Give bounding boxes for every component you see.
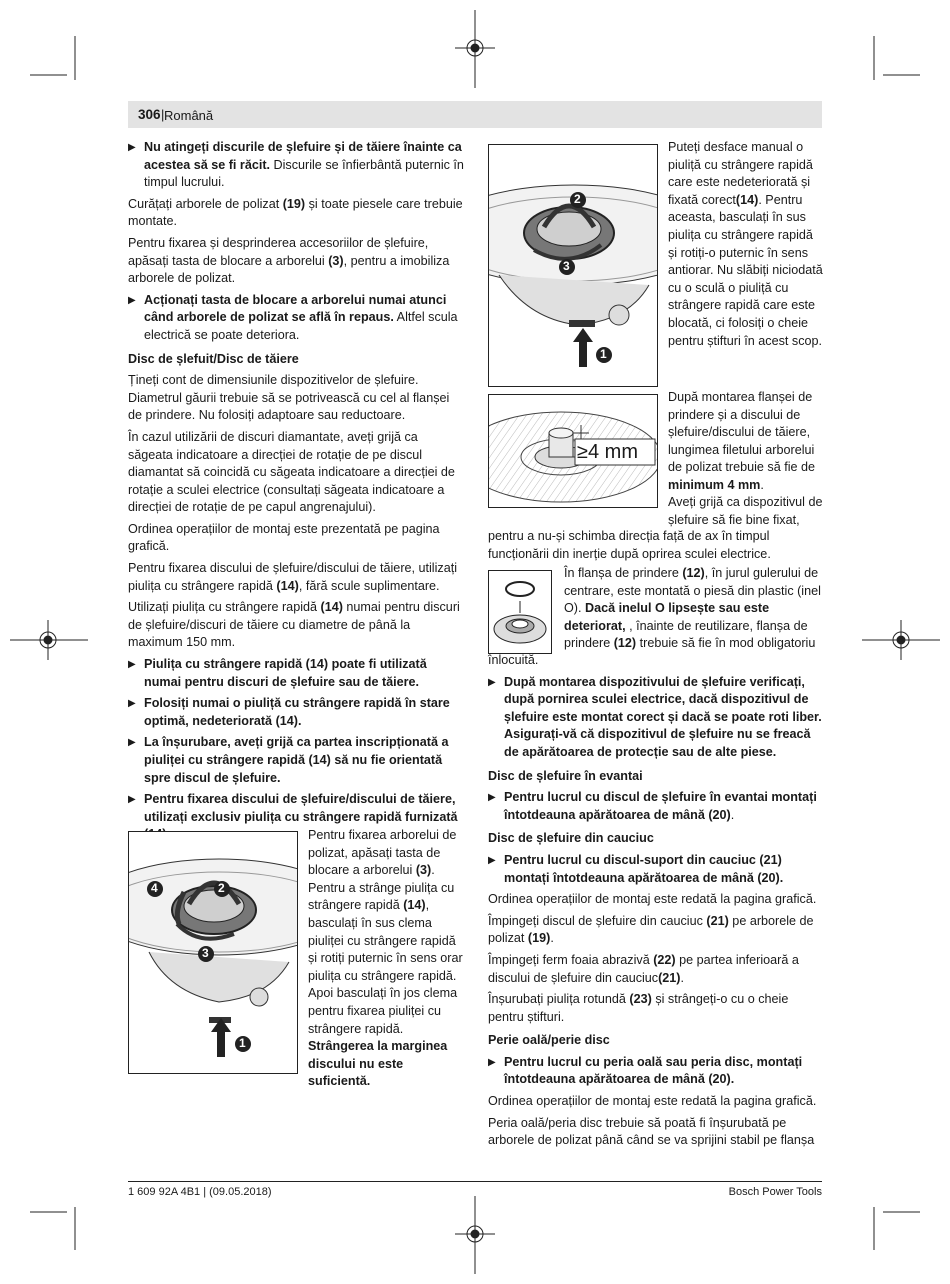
warning-bullet: ▶ După montarea dispozitivului de șlefuire verificați, după pornirea sculei electrice, dacă dispozitivul de șlefuire este montat corect și dacă se poate roti liber. Asigurați-vă că dispozitivul de șlefuire nu se freacă de apărătoarea de protecție sau de alte piese.: [488, 674, 824, 762]
figure-callouts: [129, 832, 297, 1073]
section-heading: Disc de șlefuire din cauciuc: [488, 831, 654, 846]
paragraph: Împingeți discul de șlefuire din cauciuc (21) pe arborele de polizat (19).: [488, 913, 814, 946]
header-language: Română: [164, 108, 214, 123]
warning-bullet: ▶ Folosiți numai o piuliță cu strângere rapidă în stare optimă, nedeteriorată (14).: [128, 695, 464, 730]
paragraph: Țineți cont de dimensiunile dispozitivelor de șlefuire. Diametrul găurii trebuie să se potrivească cu cel al flanșei de prindere. Nu folosiți adaptoare sau reductoare.: [128, 373, 450, 423]
callout-label: 1: [600, 347, 607, 361]
paragraph: Utilizați piulița cu strângere rapidă (14) numai pentru discuri de șlefuire/discuri de tăiere cu diametre de până la maximum 150 mm.: [128, 600, 460, 650]
footer-doc-id: 1 609 92A 4B1 | (09.05.2018): [128, 1186, 272, 1198]
section-heading: Perie oală/perie disc: [488, 1033, 610, 1048]
warning-bullet: ▶ Acționați tasta de blocare a arborelui numai atunci când arborele de polizat se află în repaus. Altfel scula electrică se poate deteriora.: [128, 292, 464, 345]
warning-bullet: ▶ Pentru lucrul cu peria oală sau peria disc, montați întotdeauna apărătoarea de mână (20).: [488, 1054, 824, 1089]
figure-caption-text: În flanșa de prindere (12), în jurul gulerului de centrare, este montată o piesă din plastic (inel O). Dacă inelul O lipsește sau este deteriorat, , înainte de reutilizare, flanșa de prindere (12) trebuie să fie în mod obligatoriu: [564, 566, 821, 651]
dimension-label: ≥4 mm: [577, 441, 638, 463]
paragraph: Pentru fixarea discului de șlefuire/discului de tăiere, utilizați piulița cu strângere rapidă (14), fără scule suplimentare.: [128, 561, 458, 593]
figure-o-ring-flange: [488, 570, 552, 654]
section-heading: Disc de șlefuit/Disc de tăiere: [128, 351, 299, 366]
paragraph: Pentru fixarea și desprinderea accesoriilor de șlefuire, apăsați tasta de blocare a arborelui (3), pentru a imobiliza arborele de polizat.: [128, 235, 450, 286]
paragraph: pentru a nu-și schimba direcția față de ax în timpul funcționării din inerție după oprirea sculei electrice.: [488, 529, 771, 561]
registration-mark-left: [10, 620, 88, 660]
right-column: [488, 652, 824, 1154]
warning-bullet: ▶ La înșurubare, aveți grijă ca partea inscripționată a piuliței cu strângere rapidă (14) să nu fie orientată spre discul de șlefuire.: [128, 734, 464, 787]
paragraph: Ordinea operațiilor de montaj este redată la pagina grafică.: [488, 892, 817, 907]
callout-label: 1: [239, 1036, 246, 1050]
figure-callouts: [489, 145, 657, 386]
left-column: [128, 139, 464, 848]
warning-bullet: ▶ Pentru lucrul cu discul-suport din cauciuc (21) montați întotdeauna apărătoarea de mână (20).: [488, 852, 824, 887]
figure-quick-clamp-nut-tighten: [128, 831, 298, 1074]
figure-quick-clamp-nut-release: [488, 144, 658, 387]
figure-thread-length: [488, 394, 658, 508]
callout-label: 3: [202, 946, 209, 960]
paragraph: înlocuită.: [488, 653, 539, 667]
figure-caption-text: După montarea flanșei de prindere și a discului de șlefuire/discului de tăiere, lungimea filetului arborelui de polizat trebuie să fie de minimum 4 mm.: [668, 390, 816, 492]
paragraph: Curățați arborele de polizat (19) și toate piesele care trebuie montate.: [128, 196, 463, 229]
warning-bullet: ▶ Nu atingeți discurile de șlefuire și de tăiere înainte ca acestea să se fi răcit. Discurile se înfierbântă puternic în timpul lucrului.: [128, 139, 464, 192]
callout-label: 3: [563, 259, 570, 273]
page-number: 306: [138, 107, 161, 122]
figure-caption-text: Pentru fixarea arborelui de polizat, apăsați tasta de blocare a arborelui (3). Pentru a strânge piulița cu strângere rapidă (14), basculați în sus clema piuliței cu strângere rapidă și rotiți puternic în sens orar piulița cu strângere rapidă. Apoi basculați în jos clema pentru fixarea piuliței cu strângere rapidă. Strângerea la marginea discului nu este suficientă.: [308, 828, 463, 1089]
warning-bullet: ▶ Piulița cu strângere rapidă (14) poate fi utilizată numai pentru discuri de șlefuire sau de tăiere.: [128, 656, 464, 691]
figure-caption-text: Puteți desface manual o piuliță cu strângere rapidă care este nedeteriorată și fixată corect(14). Pentru aceasta, basculați în sus piulița cu strângere rapidă și rotiți-o puternic în sens antiorar. Nu slăbiți niciodată cu o sculă o piuliță cu strângere rapidă care este blocată, ci folosiți o cheie pentru știfturi în acest scop.: [668, 140, 823, 348]
header-separator: |: [161, 107, 165, 122]
warning-bullet: ▶ Pentru fixarea discului de șlefuire/discului de tăiere, utilizați exclusiv piulița cu strângere rapidă furnizată: [128, 791, 464, 844]
section-heading: Disc de șlefuire în evantai: [488, 768, 643, 783]
callout-label: 2: [574, 192, 581, 206]
registration-mark-right: [862, 620, 940, 660]
footer-brand: Bosch Power Tools: [728, 1186, 822, 1198]
paragraph: Peria oală/peria disc trebuie să poată fi înșurubată pe arborele de polizat până când se va sprijini stabil pe flanșa: [488, 1115, 815, 1148]
paragraph: Înșurubați piulița rotundă (23) și strângeți-o cu o cheie pentru știfturi.: [488, 992, 789, 1024]
flange-illustration: [489, 571, 551, 653]
paragraph: În cazul utilizării de discuri diamantate, aveți grijă ca săgeata indicatoare a direcției de rotație de pe discul diamantat să coincidă cu săgeata indicatoare a direcției de rotație a sculei electrice (consultați săgeata indicatoare a direcției de rotație de pe capul angrenajului).: [128, 429, 455, 515]
footer-rule: [128, 1181, 822, 1182]
paragraph: Ordinea operațiilor de montaj este redată la pagina grafică.: [488, 1094, 817, 1109]
registration-mark-bottom: [455, 1196, 495, 1274]
paragraph: Împingeți ferm foaia abrazivă (22) pe partea inferioară a discului de șlefuire din cauciuc(21).: [488, 952, 799, 985]
figure-caption-text: Aveți grijă ca dispozitivul de șlefuire să fie bine fixat,: [668, 495, 823, 527]
registration-mark-top: [455, 10, 495, 88]
paragraph: Ordinea operațiilor de montaj este prezentată pe pagina grafică.: [128, 521, 440, 554]
callout-label: 2: [218, 881, 225, 895]
header-bar: [128, 101, 822, 128]
warning-bullet: ▶ Pentru lucrul cu discul de șlefuire în evantai montați întotdeauna apărătoarea de mână (20).: [488, 789, 824, 824]
callout-label: 4: [151, 881, 158, 895]
